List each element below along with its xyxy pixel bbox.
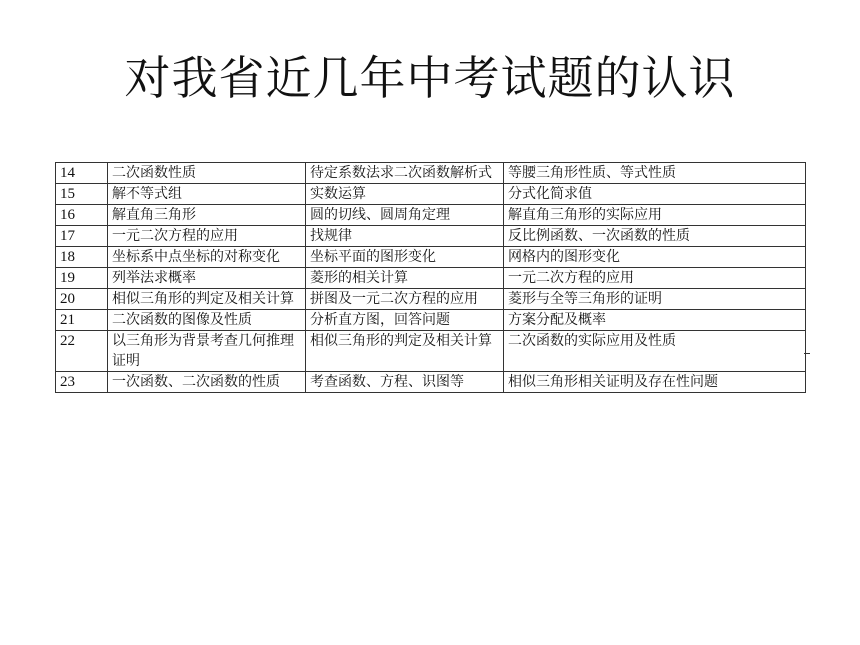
topic-cell: 分析直方图，回答问题 (306, 310, 504, 331)
table-edge-tick (804, 353, 810, 354)
topic-cell: 菱形与全等三角形的证明 (504, 289, 806, 310)
table-row (56, 184, 806, 205)
question-number: 17 (56, 226, 108, 247)
question-number: 16 (56, 205, 108, 226)
topic-cell: 相似三角形相关证明及存在性问题 (504, 372, 806, 393)
table-row (56, 268, 806, 289)
topic-cell: 列举法求概率 (108, 268, 306, 289)
topic-cell: 考查函数、方程、识图等 (306, 372, 504, 393)
topic-cell: 拼图及一元二次方程的应用 (306, 289, 504, 310)
topic-cell: 以三角形为背景考查几何推理证明 (108, 331, 306, 372)
question-number: 21 (56, 310, 108, 331)
topic-cell: 相似三角形的判定及相关计算 (306, 331, 504, 372)
question-number: 23 (56, 372, 108, 393)
table-row (56, 163, 806, 184)
topic-cell: 网格内的图形变化 (504, 247, 806, 268)
question-number: 20 (56, 289, 108, 310)
table-row (56, 247, 806, 268)
question-number: 15 (56, 184, 108, 205)
exam-topics-table (55, 162, 806, 393)
question-number: 14 (56, 163, 108, 184)
topic-cell: 一元二次方程的应用 (108, 226, 306, 247)
topic-cell: 解不等式组 (108, 184, 306, 205)
question-number: 19 (56, 268, 108, 289)
topic-cell: 二次函数的实际应用及性质 (504, 331, 806, 372)
topic-cell: 待定系数法求二次函数解析式 (306, 163, 504, 184)
table-row (56, 205, 806, 226)
topic-cell: 等腰三角形性质、等式性质 (504, 163, 806, 184)
question-number: 22 (56, 331, 108, 372)
table-row (56, 310, 806, 331)
topic-cell: 二次函数性质 (108, 163, 306, 184)
topic-cell: 实数运算 (306, 184, 504, 205)
topic-cell: 菱形的相关计算 (306, 268, 504, 289)
topic-cell: 解直角三角形的实际应用 (504, 205, 806, 226)
table-row (56, 226, 806, 247)
topic-cell: 圆的切线、圆周角定理 (306, 205, 504, 226)
table-row (56, 372, 806, 393)
topic-cell: 反比例函数、一次函数的性质 (504, 226, 806, 247)
table-row (56, 289, 806, 310)
topic-cell: 坐标平面的图形变化 (306, 247, 504, 268)
topic-cell: 找规律 (306, 226, 504, 247)
topic-cell: 坐标系中点坐标的对称变化 (108, 247, 306, 268)
topic-cell: 相似三角形的判定及相关计算 (108, 289, 306, 310)
topic-cell: 一次函数、二次函数的性质 (108, 372, 306, 393)
question-number: 18 (56, 247, 108, 268)
topic-cell: 解直角三角形 (108, 205, 306, 226)
slide-title: 对我省近几年中考试题的认识 (124, 51, 736, 105)
topic-cell: 一元二次方程的应用 (504, 268, 806, 289)
table-row (56, 331, 806, 372)
topic-cell: 方案分配及概率 (504, 310, 806, 331)
topic-cell: 分式化简求值 (504, 184, 806, 205)
topic-cell: 二次函数的图像及性质 (108, 310, 306, 331)
